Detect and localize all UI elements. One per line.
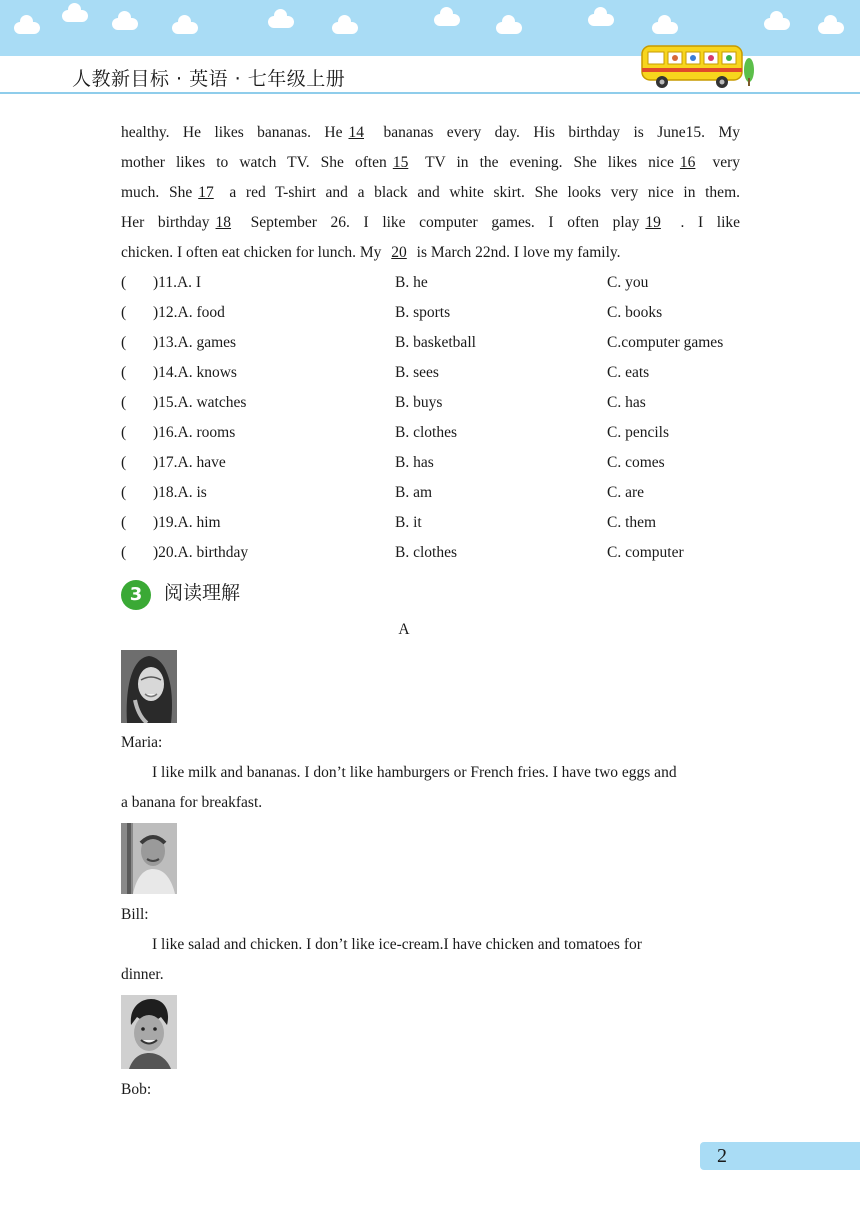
answer-paren[interactable]: ( [121,424,127,441]
option-a: )11.A. I [153,274,202,291]
page-number: 2 [717,1145,727,1167]
speech-line: a banana for breakfast. [121,794,263,811]
option-b: B. clothes [395,424,457,441]
cloud-decoration [496,22,522,34]
school-bus-icon [640,42,756,90]
bill-photo [121,823,177,894]
option-a: )20.A. birthday [153,544,249,561]
passage-text: very [701,154,740,171]
passage-text: bananas every day. His birthday is June15. My [370,124,740,141]
option-c: C. pencils [607,424,669,441]
section-number-badge: 3 [121,580,151,610]
answer-paren[interactable]: ( [121,484,127,501]
option-b: B. sees [395,364,439,381]
option-b: B. sports [395,304,451,321]
passage-line [121,118,740,148]
answer-paren[interactable]: ( [121,394,127,411]
answer-paren[interactable]: ( [121,544,127,561]
passage-text: . I like [666,214,741,231]
cloud-decoration [332,22,358,34]
cloud-decoration [112,18,138,30]
answer-paren[interactable]: ( [121,514,127,531]
cloze-passage [121,118,740,268]
cloud-decoration [268,16,294,28]
option-c: C. eats [607,364,650,381]
option-a: )13.A. games [153,334,237,351]
question-row [121,538,761,568]
blank-18: 18 [215,214,232,231]
answer-paren[interactable]: ( [121,454,127,471]
cloud-decoration [818,22,844,34]
answer-paren[interactable]: ( [121,274,127,291]
section-title: 阅读理解 [164,582,241,604]
question-row [121,268,761,298]
cloud-decoration [652,22,678,34]
maria-photo [121,650,177,723]
question-row [121,298,761,328]
answer-paren[interactable]: ( [121,304,127,321]
part-label: A [398,621,410,638]
option-b: B. am [395,484,433,501]
option-c: C. books [607,304,663,321]
blank-14: 14 [348,124,364,141]
option-c: C. computer [607,544,684,561]
cloud-decoration [434,14,460,26]
blank-16: 16 [679,154,696,171]
option-a: )18.A. is [153,484,207,501]
answer-paren[interactable]: ( [121,334,127,351]
speech-line: I like salad and chicken. I don’t like ice-cream.I have chicken and tomatoes for [152,936,642,953]
option-a: )15.A. watches [153,394,247,411]
passage-line [121,148,740,178]
passage-text: TV in the evening. She likes nice [414,154,674,171]
bill-text [121,930,740,990]
bob-photo [121,995,177,1069]
bob-name: Bob: [121,1081,152,1098]
blank-17: 17 [198,184,214,201]
passage-line [121,238,740,268]
option-a: )14.A. knows [153,364,237,381]
option-c: C. are [607,484,645,501]
maria-text [121,758,740,818]
passage-text: mother likes to watch TV. She often [121,154,387,171]
passage-text: a red T-shirt and a black and white skirt. She looks very nice in them. [219,184,740,201]
blank-15: 15 [392,154,409,171]
cloud-decoration [14,22,40,34]
blank-20: 20 [391,244,407,261]
question-row [121,448,761,478]
option-b: B. basketball [395,334,476,351]
passage-line [121,208,740,238]
cloud-decoration [62,10,88,22]
passage-text: healthy. He likes bananas. He [121,124,343,141]
cloud-decoration [172,22,198,34]
answer-paren[interactable]: ( [121,364,127,381]
option-c: C. comes [607,454,665,471]
question-row [121,328,761,358]
question-row [121,508,761,538]
question-row [121,478,761,508]
speech-line: dinner. [121,966,164,983]
option-a: )19.A. him [153,514,221,531]
passage-text: is March 22nd. I love my family. [412,244,621,261]
bill-name: Bill: [121,906,149,923]
speech-line: I like milk and bananas. I don’t like hamburgers or French fries. I have two eggs and [152,764,677,781]
option-c: C. you [607,274,649,291]
cloud-decoration [588,14,614,26]
option-c: C. has [607,394,646,411]
option-a: )16.A. rooms [153,424,236,441]
option-b: B. clothes [395,544,457,561]
cloud-decoration [764,18,790,30]
question-row [121,418,761,448]
option-b: B. buys [395,394,443,411]
option-a: )17.A. have [153,454,226,471]
blank-19: 19 [645,214,661,231]
option-b: B. he [395,274,428,291]
option-c: C.computer games [607,334,724,351]
passage-line [121,178,740,208]
option-a: )12.A. food [153,304,225,321]
question-row [121,388,761,418]
passage-text: Her birthday [121,214,210,231]
header-title: 人教新目标 · 英语 · 七年级上册 [72,68,346,90]
option-b: B. it [395,514,422,531]
question-row [121,358,761,388]
option-b: B. has [395,454,434,471]
passage-text: chicken. I often eat chicken for lunch. My [121,244,386,261]
passage-text: September 26. I like computer games. I often play [237,214,640,231]
option-c: C. them [607,514,657,531]
header-divider [0,92,860,94]
maria-name: Maria: [121,734,163,751]
passage-text: much. She [121,184,193,201]
